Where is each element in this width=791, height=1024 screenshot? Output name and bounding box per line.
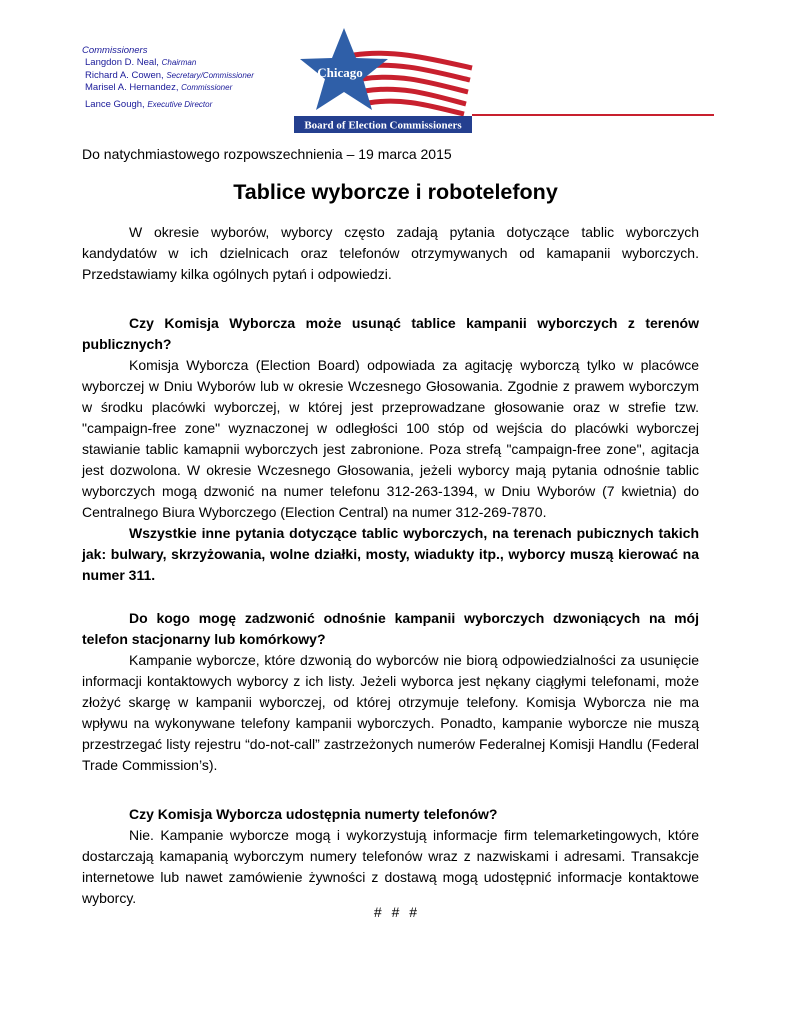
board-logo-graphic: [292, 28, 474, 134]
logo-city-name: Chicago: [317, 65, 363, 80]
release-date-line: Do natychmiastowego rozpowszechnienia – 19 marca 2015: [82, 146, 452, 162]
letterhead: [0, 0, 791, 140]
answer-1-note: Wszystkie inne pytania dotyczące tablic wyborczych, na terenach pubicznych takich jak: bulwary, skrzyżowania, wolne działki, mosty, wiadukty itp., wyborcy muszą kierować na numer 311.: [82, 525, 699, 583]
commissioner-hernandez: [82, 82, 254, 94]
question-1: Czy Komisja Wyborcza może usunąć tablice kampanii wyborczych z terenów publicznych?: [82, 315, 699, 352]
commissioner-name: Langdon D. Neal,: [85, 57, 159, 69]
header-rule: [472, 114, 714, 116]
commissioner-role: Chairman: [161, 58, 197, 68]
document-body: [82, 222, 699, 909]
commissioner-name: Richard A. Cowen,: [85, 69, 164, 81]
executive-director: [82, 99, 254, 111]
commissioner-cowen: [82, 70, 254, 82]
answer-2: Kampanie wyborcze, które dzwonią do wyborców nie biorą odpowiedzialności za usunięcie informacji kontaktowych wyborcy z ich listy. Jeżeli wyborca jest nękany ciągłymi telefonami, może złożyć skargę w kampanii wyborczej, od której otrzymuje telefony. Komisja Wyborcza nie ma wpływu na wykonywane telefony kampanii wyborczych. Ponadto, kampanie wyborcze nie muszą przestrzegać listy rejestru “do-not-call” zastrzeżonych numerów Federalnej Komisji Handlu (Federal Trade Commission’s).: [82, 652, 699, 773]
question-3: Czy Komisja Wyborcza udostępnia numerty telefonów?: [129, 806, 498, 822]
board-logo: [292, 28, 474, 134]
commissioners-list: [82, 45, 254, 111]
commissioner-role: Commissioner: [181, 82, 233, 92]
logo-banner-text: Board of Election Commissioners: [304, 119, 462, 132]
answer-3: Nie. Kampanie wyborcze mogą i wykorzystują informacje firm telemarketingowych, które dostarczają kamapanią wyborczym numery telefonów wraz z nazwiskami i adresami. Transakcje internetowe lub nawet zamówienie żywności z dostawą mogą udostępnić informacje kontaktowe wyborcy.: [82, 827, 699, 906]
intro-paragraph: W okresie wyborów, wyborcy często zadają pytania dotyczące tablic wyborczych kandydatów w ich dzielnicach oraz telefonów otrzymywanych od kamapanii wyborczych. Przedstawiamy kilka ogólnych pytań i odpowiedzi.: [82, 224, 699, 282]
commissioner-neal: [82, 57, 254, 69]
commissioners-heading: Commissioners: [82, 45, 148, 56]
director-name: Lance Gough,: [85, 99, 145, 111]
question-2: Do kogo mogę zadzwonić odnośnie kampanii wyborczych dzwoniących na mój telefon stacjonarny lub komórkowy?: [82, 610, 699, 647]
commissioner-role: Secretary/Commissioner: [166, 70, 254, 80]
end-mark: # # #: [373, 904, 418, 920]
page-title: Tablice wyborcze i robotelefony: [233, 180, 558, 204]
answer-1: Komisja Wyborcza (Election Board) odpowiada za agitację wyborczą tylko w placówce wyborczej w Dniu Wyborów lub w okresie Wczesnego Głosowania. Zgodnie z prawem wyborczym w środku placówki wyborczej, w której jest przeprowadzane głosowanie oraz w strefie tzw. "campaign-free zone" wyznaczonej w odległości 100 stóp od wejścia do placówki wyborczej stawianie tablic kamapnii wyborczych jest zabronione. Poza strefą "campaign-free zone", agitacja jest dozwolona. W okresie Wczesnego Głosowania, jeżeli wyborcy mają pytania odnośnie tablic wyborczych mogą dzwonić na numer telefonu 312-263-1394, w Dniu Wyborów (7 kwietnia) do Centralnego Biura Wyborczego (Election Central) na numer 312-269-7870.: [82, 357, 699, 520]
director-role: Executive Director: [147, 100, 213, 110]
commissioner-name: Marisel A. Hernandez,: [85, 81, 179, 93]
